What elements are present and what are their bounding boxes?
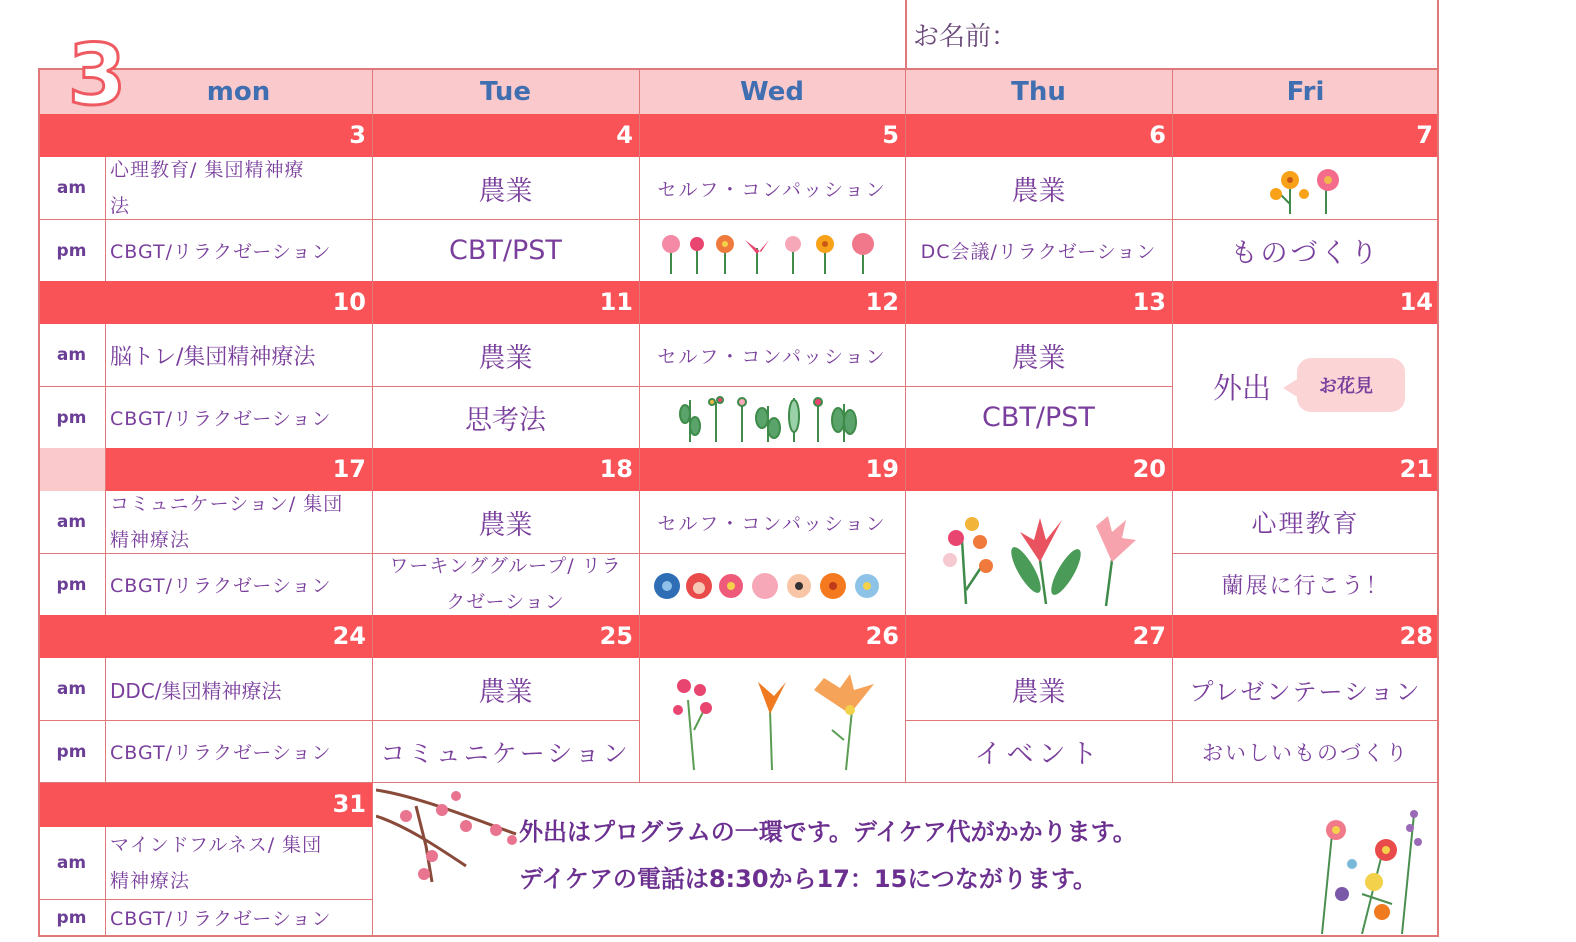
w1-thu-pm: DC会議/リラクゼーション xyxy=(920,241,1157,263)
w2-wed-am: セルフ・コンパッション xyxy=(657,345,887,368)
w3-fri-am: 心理教育 xyxy=(1251,509,1360,538)
date-number: 14 xyxy=(1399,288,1433,316)
am-label: am xyxy=(56,853,87,873)
date-number: 5 xyxy=(882,121,899,149)
w1-tue-am: 農業 xyxy=(478,175,533,207)
date-number: 17 xyxy=(332,455,366,483)
w1-tue-pm: CBT/PST xyxy=(449,235,562,266)
w4-thu-am: 農業 xyxy=(1011,676,1066,708)
pm-label: pm xyxy=(56,741,87,762)
date-number: 12 xyxy=(865,288,899,316)
date-number: 13 xyxy=(1132,288,1166,316)
w4-mon-pm: CBGT/リラクゼーション xyxy=(110,742,332,764)
w4-mon-am: DDC/集団精神療法 xyxy=(110,678,282,703)
month-number: 3 xyxy=(67,26,127,124)
round-flowers-icon xyxy=(651,566,885,606)
w3-mon-pm: CBGT/リラクゼーション xyxy=(110,575,332,597)
w3-fri-pm: 蘭展に行こう！ xyxy=(1221,574,1390,599)
date-number: 24 xyxy=(332,622,366,650)
date-number: 3 xyxy=(349,121,366,149)
w4-fri-pm: おいしいものづくり xyxy=(1202,740,1409,765)
w4-fri-am: プレゼンテーション xyxy=(1189,677,1422,706)
day-header-mon: mon xyxy=(206,76,271,107)
wildflowers-icon xyxy=(664,670,880,776)
w3-mon-am: コミュニケーション/ 集団精神療法 xyxy=(110,493,344,551)
date-number: 11 xyxy=(599,288,633,316)
date-number: 20 xyxy=(1132,455,1166,483)
cherry-blossom-branch-icon xyxy=(376,786,526,886)
am-label: am xyxy=(56,345,87,365)
w4-thu-pm: イベント xyxy=(974,739,1103,770)
date-number: 6 xyxy=(1149,121,1166,149)
w2-fri-outing: 外出 xyxy=(1212,370,1271,405)
name-label: お名前： xyxy=(913,21,1018,52)
day-header-tue: Tue xyxy=(479,76,532,107)
am-label: am xyxy=(56,679,87,699)
date-number: 4 xyxy=(616,121,633,149)
w3-wed-am: セルフ・コンパッション xyxy=(657,512,887,535)
am-label: am xyxy=(56,178,87,198)
day-header-fri: Fri xyxy=(1286,76,1325,107)
w3-tue-pm: ワーキンググループ/ リラクゼーション xyxy=(389,555,622,613)
leaf-row-icon xyxy=(676,392,866,444)
date-number: 31 xyxy=(332,790,366,818)
w2-tue-pm: 思考法 xyxy=(465,405,546,436)
pm-label: pm xyxy=(56,240,87,261)
w1-mon-pm: CBGT/リラクゼーション xyxy=(110,241,332,263)
w2-thu-am: 農業 xyxy=(1011,342,1066,374)
date-number: 18 xyxy=(599,455,633,483)
w1-fri-pm: ものづくり xyxy=(1230,238,1381,269)
pm-label: pm xyxy=(56,407,87,428)
date-band-week3-corner xyxy=(38,448,105,491)
w1-wed-am: セルフ・コンパッション xyxy=(657,178,887,201)
date-number: 25 xyxy=(599,622,633,650)
day-header-wed: Wed xyxy=(740,76,804,107)
pm-label: pm xyxy=(56,574,87,595)
notice-line-1: 外出はプログラムの一環です。デイケア代がかかります。 xyxy=(519,817,1137,846)
w1-thu-am: 農業 xyxy=(1011,175,1066,207)
date-number: 19 xyxy=(865,455,899,483)
w3-tue-am: 農業 xyxy=(478,509,533,541)
w2-tue-am: 農業 xyxy=(478,342,533,374)
date-number: 27 xyxy=(1132,622,1166,650)
flower-illustration-icon xyxy=(1262,164,1352,216)
date-number: 28 xyxy=(1399,622,1433,650)
w2-mon-am: 脳トレ/集団精神療法 xyxy=(110,344,316,370)
pm-label: pm xyxy=(56,907,87,928)
notice-line-2: デイケアの電話は8:30から17：15につながります。 xyxy=(519,864,1097,893)
flower-corner-icon xyxy=(1302,794,1436,934)
tulip-bouquet-icon xyxy=(936,510,1150,608)
w2-mon-pm: CBGT/リラクゼーション xyxy=(110,408,332,430)
am-label: am xyxy=(56,512,87,532)
date-number: 10 xyxy=(332,288,366,316)
speech-bubble-text: お花見 xyxy=(1319,376,1373,397)
w2-thu-pm: CBT/PST xyxy=(982,402,1095,433)
day-header-thu: Thu xyxy=(1011,76,1066,107)
w4-tue-am: 農業 xyxy=(478,676,533,708)
date-number: 21 xyxy=(1399,455,1433,483)
w5-mon-am: マインドフルネス/ 集団精神療法 xyxy=(110,834,323,892)
w5-mon-pm: CBGT/リラクゼーション xyxy=(110,908,332,930)
w4-tue-pm: コミュニケーション xyxy=(380,738,631,768)
flower-row-icon xyxy=(653,230,889,276)
w1-mon-am: 心理教育/ 集団精神療法 xyxy=(110,159,305,217)
date-number: 26 xyxy=(865,622,899,650)
date-number: 7 xyxy=(1416,121,1433,149)
